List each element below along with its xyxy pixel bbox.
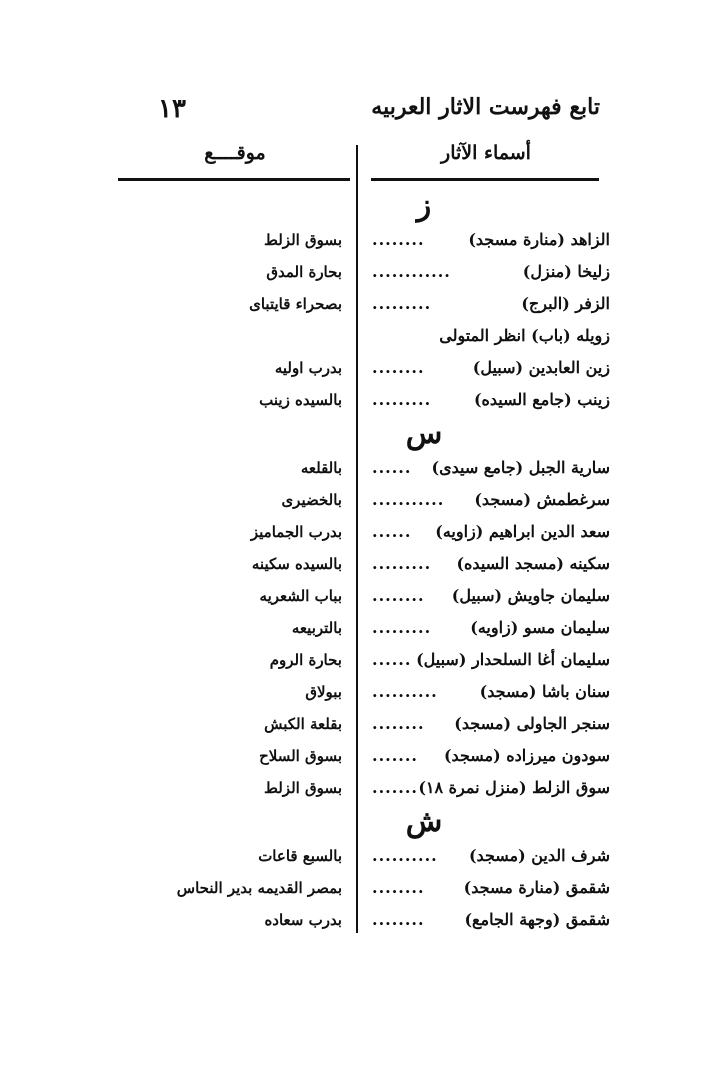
monument-location: بصحراء قايتباى — [249, 295, 342, 313]
monument-name: سكينه (مسجد السيده) — [456, 554, 610, 573]
monument-location: بحارة الروم — [269, 651, 342, 669]
monument-name: شقمق (وجهة الجامع) — [464, 910, 610, 929]
monument-name: الزفر (البرج) — [521, 294, 610, 313]
table-row — [0, 676, 720, 708]
table-row — [0, 384, 720, 416]
table-row — [0, 772, 720, 804]
leader-dots: ....... — [372, 778, 418, 797]
leader-dots: ......... — [372, 294, 432, 313]
monument-name: سوق الزلط (منزل نمرة ١٨) — [418, 778, 610, 797]
monument-location: بدرب الجماميز — [250, 523, 342, 541]
monument-name: زين العابدين (سبيل) — [472, 358, 610, 377]
monument-name: سليمان مسو (زاويه) — [470, 618, 610, 637]
table-row — [0, 740, 720, 772]
monument-name: زينب (جامع السيده) — [473, 390, 610, 409]
monument-location: بحارة المدق — [266, 263, 342, 281]
table-row — [0, 612, 720, 644]
monument-location: بالسبع قاعات — [258, 847, 342, 865]
monument-location: بالقلعه — [300, 459, 342, 477]
leader-dots: ...... — [372, 650, 412, 669]
leader-dots: ........ — [372, 586, 425, 605]
monument-name: سعد الدين ابراهيم (زاويه) — [435, 522, 610, 541]
section-letter: س — [405, 416, 443, 451]
monument-name: زويله (باب) انظر المتولى — [439, 326, 610, 345]
monument-name: شقمق (منارة مسجد) — [463, 878, 610, 897]
leader-dots: .......... — [372, 682, 438, 701]
monument-location: بدرب اوليه — [274, 359, 342, 377]
header-rule-names — [371, 178, 599, 181]
monument-name: سرغطمش (مسجد) — [474, 490, 610, 509]
monument-location: بسوق الزلط — [264, 231, 342, 249]
table-row — [0, 484, 720, 516]
table-row — [0, 548, 720, 580]
header-rule-location — [118, 178, 350, 181]
leader-dots: ......... — [372, 618, 432, 637]
table-row — [0, 352, 720, 384]
table-row — [0, 288, 720, 320]
leader-dots: ........ — [372, 358, 425, 377]
monument-name: سليمان أغا السلحدار (سبيل) — [416, 650, 610, 669]
monument-location: بالخضيرى — [281, 491, 342, 509]
column-header-location: موقــــع — [204, 142, 266, 164]
monument-name: سارية الجبل (جامع سيدى) — [431, 458, 610, 477]
table-row — [0, 580, 720, 612]
table-row — [0, 516, 720, 548]
table-row — [0, 644, 720, 676]
monument-name: سنجر الجاولى (مسجد) — [454, 714, 610, 733]
monument-location: بباب الشعريه — [259, 587, 342, 605]
table-row — [0, 840, 720, 872]
monument-location: بسوق الزلط — [264, 779, 342, 797]
monument-name: سنان باشا (مسجد) — [479, 682, 610, 701]
leader-dots: ........ — [372, 230, 425, 249]
table-row — [0, 452, 720, 484]
column-header-names: أسماء الآثار — [441, 142, 531, 164]
monument-location: بمصر القديمه بدير النحاس — [176, 879, 342, 897]
page-number: ١٣ — [158, 94, 186, 124]
monument-name: زليخا (منزل) — [522, 262, 610, 281]
monument-location: ببولاق — [305, 683, 342, 701]
monument-location: بالسيده سكينه — [251, 555, 342, 573]
monument-location: بقلعة الكبش — [264, 715, 342, 733]
leader-dots: ......... — [372, 390, 432, 409]
leader-dots: ........... — [372, 490, 445, 509]
table-row — [0, 320, 720, 352]
page-header — [150, 94, 610, 130]
monument-location: بالتربيعه — [291, 619, 342, 637]
table-row — [0, 904, 720, 936]
leader-dots: ...... — [372, 522, 412, 541]
table-row — [0, 708, 720, 740]
monument-name: شرف الدين (مسجد) — [468, 846, 610, 865]
monument-name: الزاهد (منارة مسجد) — [468, 230, 610, 249]
table-row — [0, 256, 720, 288]
section-letter: ش — [405, 804, 443, 839]
leader-dots: ........ — [372, 714, 425, 733]
leader-dots: ........ — [372, 910, 425, 929]
index-table — [0, 188, 720, 936]
leader-dots: .......... — [372, 846, 438, 865]
leader-dots: ....... — [372, 746, 418, 765]
leader-dots: ............ — [372, 262, 451, 281]
table-row — [0, 872, 720, 904]
monument-name: سليمان جاويش (سبيل) — [451, 586, 610, 605]
monument-location: بسوق السلاح — [259, 747, 342, 765]
table-row — [0, 224, 720, 256]
monument-location: بالسيده زينب — [259, 391, 342, 409]
monument-name: سودون ميرزاده (مسجد) — [443, 746, 610, 765]
monument-location: بدرب سعاده — [264, 911, 342, 929]
leader-dots: ........ — [372, 878, 425, 897]
section-letter: ز — [416, 188, 432, 223]
page-title: تابع فهرست الاثار العربيه — [371, 94, 600, 120]
leader-dots: ...... — [372, 458, 412, 477]
leader-dots: ......... — [372, 554, 432, 573]
